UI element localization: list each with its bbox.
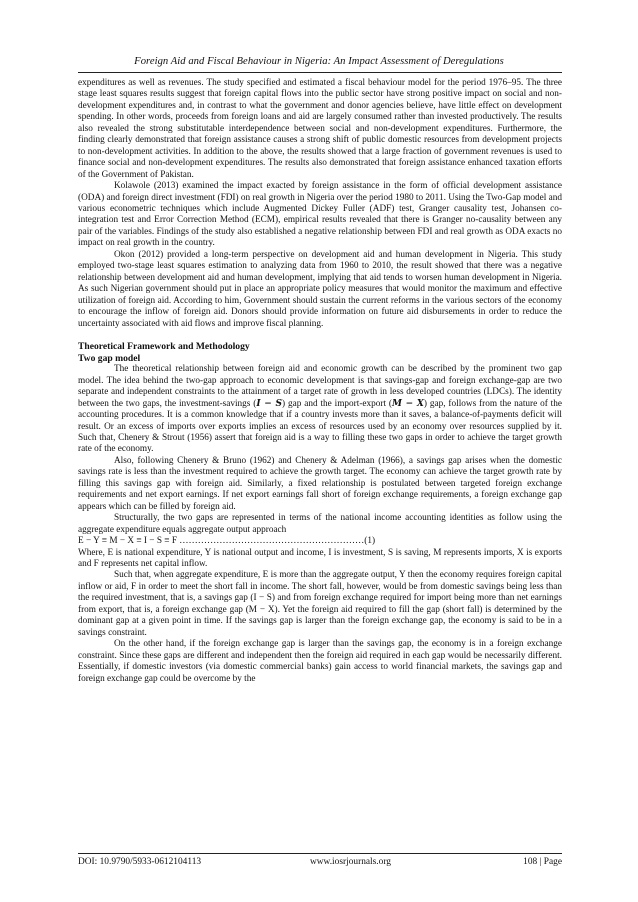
subsection-heading: Two gap model bbox=[78, 352, 141, 364]
running-header: Foreign Aid and Fiscal Behaviour in Nigeria: An Impact Assessment of Deregulations bbox=[134, 56, 504, 67]
paragraph-chenery: Also, following Chenery & Bruno (1962) and Chenery & Adelman (1966), a savings gap arises when the domestic savings rate is less than the investment required to achieve the growth target. The economy can achieve the target growth rate by filling this savings gap with foreign aid. Similarly, a fixed relationship is postulated between targeted foreign exchange requirements and net export earnings. If net export earnings fall short of foreign exchange requirements, a foreign exchange gap appears which can be filled by foreign aid. bbox=[78, 455, 562, 512]
header-divider bbox=[78, 72, 562, 73]
paragraph-aggregate-expenditure: Such that, when aggregate expenditure, E is more than the aggregate output, Y then the economy requires foreign capital inflow or aid, F in order to meet the short fall in income. The short fall, however, would be from domestic savings being less than the required investment, that is, a savings gap (I − S) and from foreign exchange required for import being more than net earnings from export, that is, a foreign exchange gap (M − X). Yet the foreign aid required to fill the gap (short fall) is determined by the dominant gap at a given point in time. If the savings gap is larger than the foreign exchange gap, the economy is said to be in a savings constraint. bbox=[78, 570, 562, 638]
paragraph-continuation: expenditures as well as revenues. The study specified and estimated a fiscal behaviour model for the period 1976–95. The three stage least squares results suggest that foreign capital flows into the public sector have strong positive impact on social and non-development expenditures and, in contrast to what the government and donor agencies believe, have little effect on development spending. In other words, proceeds from foreign loans and aid are largely consumed rather than invested productively. The results also revealed the strong substitutable interdependence between social and non-development expenditures. Furthermore, the finding clearly demonstrated that foreign assistance causes a strong shift of public domestic resources from development projects to non-development activities. In addition to the above, the results showed that a large fraction of government revenues is used to finance social and non-development expenditures. The results also demonstrated that foreign assistance enhanced taxation efforts of the Government of Pakistan. bbox=[78, 78, 562, 180]
paragraph-structurally: Structurally, the two gaps are represented in terms of the national income accounting identities as follow using the aggregate expenditure equals aggregate output approach bbox=[78, 513, 562, 535]
paragraph-okon: Okon (2012) provided a long-term perspective on development aid and human development in Nigeria. This study employed two-stage least squares estimation to analyzing data from 1960 to 2010, the result showed that there was a negative relationship between development aid and human development, implying that aid tends to worsen human development in Nigeria. As such Nigerian government should put in place an appropriate policy measures that would monitor the maximum and effective utilization of foreign aid. According to him, Government should sustain the current reforms in the various sectors of the economy to encourage the inflow of foreign aid. Donors should provide information on future aid disbursements in order to reduce the uncertainty associated with aid flows and improve fiscal planning. bbox=[78, 249, 562, 329]
footer-divider bbox=[78, 853, 562, 854]
two-gap-text-c: ) gap, follows from the nature of the accounting procedures. It is a common knowledge that if a country invests more than it saves, a balance-of-payments deficit will result. Or an excess of imports over exports implies an excess of resources used by an economy over resources supplied by it. Such that, Chenery & Strout (1956) assert that foreign aid is a way to filling these two gaps in order to achieve the target growth rate of the economy. bbox=[78, 398, 562, 455]
page-number: 108 | Page bbox=[523, 857, 562, 867]
paragraph-two-gap bbox=[78, 364, 562, 456]
two-gap-text-a: The theoretical relationship between foreign aid and economic growth can be described by the prominent two gap model. The idea behind the two-gap approach to economic development is that savings-gap and foreign exchange-gap are two separate and independent constraints to the attainment of a target rate of growth in less developed countries (LDCs). The identity between the two gaps, the investment-savings ( bbox=[78, 364, 562, 409]
doi-label: DOI: 10.9790/5933-0612104113 bbox=[78, 857, 202, 867]
paragraph-kolawole: Kolawole (2013) examined the impact exacted by foreign assistance in the form of official development assistance (ODA) and foreign direct investment (FDI) on real growth in Nigeria over the period 1980 to 2011. Using the Two-Gap model and various econometric techniques which include Augmented Dickey Fuller (ADF) test, Granger causality test, Johansen co-integration test and Error Correction Method (ECM), empirical results revealed that there is Granger no-causality between any pair of the variables. Findings of the study also established a negative relationship between FDI and real growth as ODA exacts no impact on real growth in the country. bbox=[78, 181, 562, 249]
two-gap-text-b: ) gap and the import-export ( bbox=[282, 398, 392, 409]
import-export-symbol: M − X bbox=[392, 398, 424, 409]
page-footer bbox=[78, 857, 562, 871]
section-heading: Theoretical Framework and Methodology bbox=[78, 341, 250, 353]
journal-website: www.iosrjournals.org bbox=[310, 857, 391, 867]
paragraph-foreign-exchange-constraint: On the other hand, if the foreign exchange gap is larger than the savings gap, the economy is in a foreign exchange constraint. Since these gaps are different and independent then the foreign aid required in each gap would be necessarily different. Essentially, if domestic investors (via domestic commercial banks) gain access to world financial markets, the savings gap and foreign exchange gap could be overcome by the bbox=[78, 639, 562, 684]
equation-1: E − Y ≡ M − X ≡ I − S ≡ F ……………………………………………………(1) bbox=[78, 536, 376, 547]
paragraph-definitions: Where, E is national expenditure, Y is national output and income, I is investment, S is saving, M represents imports, X is exports and F represents net capital inflow. bbox=[78, 547, 562, 570]
investment-savings-symbol: I − S bbox=[256, 398, 283, 409]
section-spacer bbox=[78, 330, 562, 341]
article-body bbox=[78, 78, 562, 685]
